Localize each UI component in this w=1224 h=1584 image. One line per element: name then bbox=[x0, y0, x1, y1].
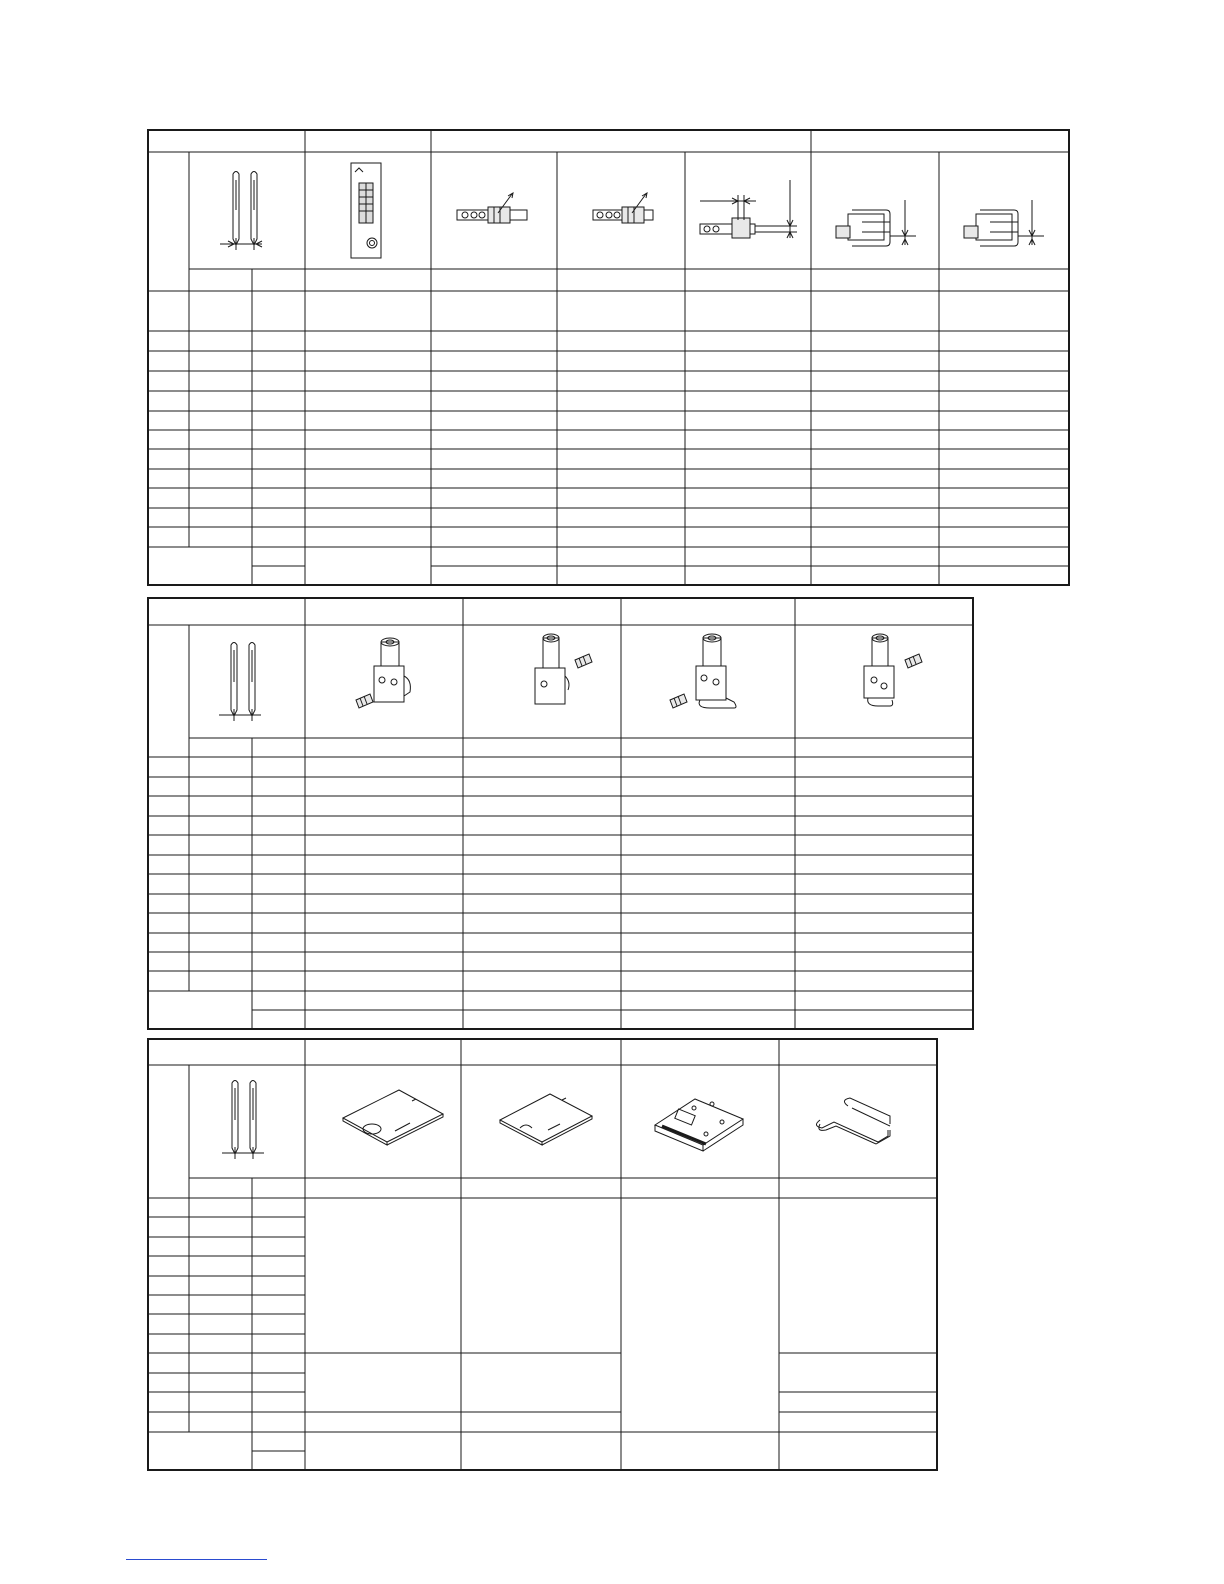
twin-needle-gauge-icon bbox=[220, 172, 262, 251]
feed-dog-icon bbox=[593, 193, 653, 223]
presser-foot-icon bbox=[964, 200, 1044, 246]
presser-foot-icon bbox=[836, 200, 916, 246]
slide-plate-icon bbox=[500, 1094, 592, 1145]
twin-needle-gauge-icon bbox=[222, 1081, 264, 1160]
needle-clamp-icon bbox=[535, 634, 592, 704]
throat-plate-icon bbox=[351, 163, 381, 258]
slide-plate-icon bbox=[343, 1090, 443, 1145]
needle-clamp-icon bbox=[356, 638, 410, 708]
gauge-table-needle-clamp bbox=[148, 598, 973, 1029]
wire-guide-icon bbox=[816, 1098, 890, 1144]
feed-dog-offset-icon bbox=[700, 180, 797, 238]
twin-needle-gauge-icon bbox=[219, 643, 261, 722]
gauge-table-throat-plate-feed-dog bbox=[148, 130, 1069, 585]
gauge-table-slide-plate-guide bbox=[148, 1039, 937, 1470]
footer-link-rule bbox=[126, 1559, 267, 1560]
needle-clamp-icon bbox=[864, 634, 922, 706]
feed-dog-icon bbox=[457, 193, 527, 223]
feed-plate-icon bbox=[655, 1099, 743, 1151]
needle-clamp-icon bbox=[670, 634, 736, 708]
